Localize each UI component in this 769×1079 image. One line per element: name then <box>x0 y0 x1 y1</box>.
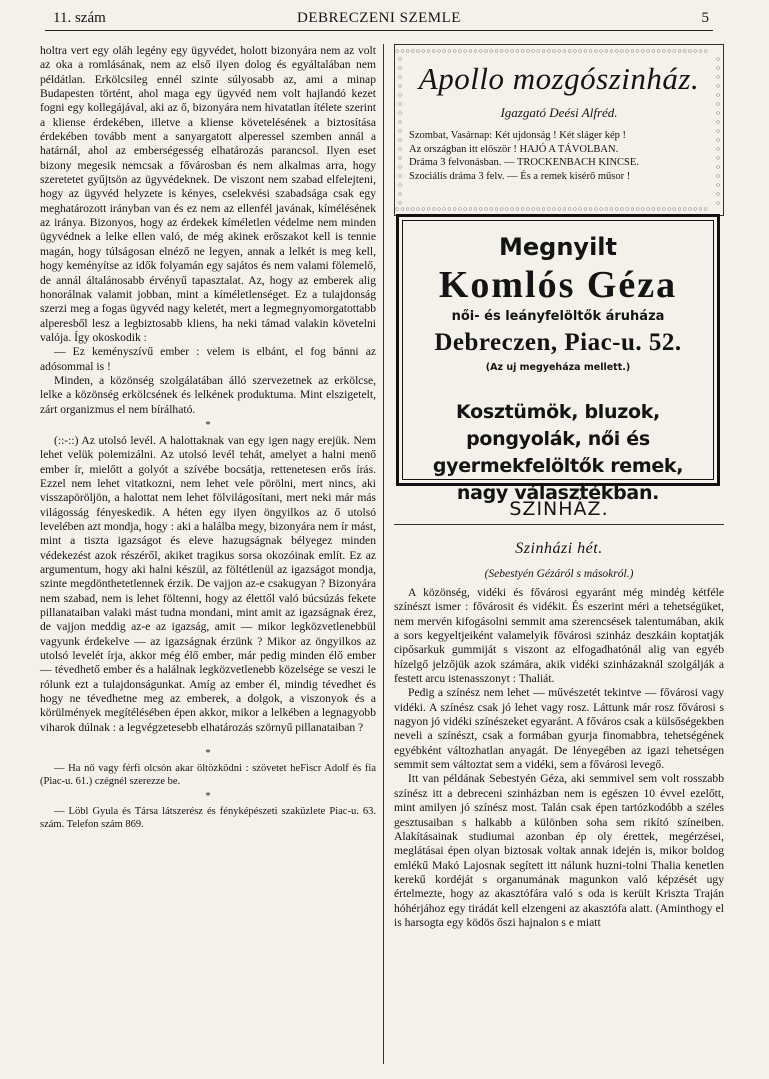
komlos-store-ad <box>396 214 720 504</box>
advert-notice-lobl: — Löbl Gyula és Társa látszerész és fényképészeti szaküzlete Piac-u. 63. szám. Telefon szám 869. <box>40 806 376 831</box>
decorative-border: ○ ○ ○ ○ ○ ○ ○ ○ ○ ○ ○ ○ ○ ○ ○ ○ ○ <box>397 55 403 205</box>
ad-product-list: Kosztümök, bluzok, pongyolák, női és gyermekfelöltők remek, nagy választékban. <box>432 401 684 504</box>
ad-store-owner: Komlós Géza <box>438 264 678 306</box>
article-paragraph: holtra vert egy oláh legény egy ügyvédet, holott bizonyára nem az volt az oka a romlásának, nem az első ilyen dolog és egyáltalában nem példátlan. Erkölcsileg ennél szinte súlyosabb az, ami a minap Budapesten történt, ahol maga egy ügyvéd nem volt hajlandó kezet fogni egy kollegájával, aki az ő, bizonyára nem hivatatlan ítélete szerint a kliense érdekében, illetve a kliense követelésének a biztosítása érdekében tovább ment a sanyargatott alperessel szemben annál a határnál, ahol az emberségesség elhatározás parancsol. Ilyen eset bizony megesik nemcsak a fővárosban és nem alkalmas arra, hogy szeretetet gyűjtsön az ügyvédeknek. De viszont nem szabad elfelejteni, hogy az ügyvéd helyzete is kényes, cselekvési szabadsága csak egy meghatározott irányban van és ez nem az ellenfél javának, kímélésének az iránya. Bizonyos, hogy az érdekek kíméletlen védelme nem minden ügyvédnek a lelke ellen való, de még akinek erőszakot kell is tennie magán, hogy túlságosan elnéző ne legyen, annak a lelkét is meg kell, hogy keményítse az idők folyamán egy sajátos és nem valami fölemelő, de annál általánosabb érvényű tapasztalat. Az, hogy az emberek alig honorálnak valamit jobban, mint a kíméletlenséget. Ez a tulajdonság szerzi meg a fogas ügyvéd nagy keletét, mert a legmegnyomorgatottabb alperesből lesz a legbiztosabb kliens, ha neki támad valakin követelni valója. Így okoskodik : <box>40 44 376 344</box>
article-quote: — Ez keményszívű ember : velem is elbánt, el fog bánni az adósommal is ! <box>40 345 376 373</box>
article-subtitle: (Sebestyén Gézáról s másokról.) <box>484 568 634 580</box>
ad-opened: Megnyilt <box>499 233 617 261</box>
decorative-border: ○○○○○○○○○○○○○○○○○○○○○○○○○○○○○○○○○○○○○○○○○○○○○○○○○○○○○○○○○○○○ <box>395 47 709 55</box>
article-utolso-level: (::-::) Az utolsó levél. A halottaknak van egy igen nagy erejük. Nem lehet velük polemizálni. Az utolsó levél tehát, amelyet a halni menő ember ír, mielőtt a golyót a szívébe bocsátja, rettenetesen erős írás. Ezzel nem lehet vitatkozni, nem lehet vele pörölni, mert nincs, aki visszapöröljön, a halottat nem lehet fölvilágosítani, mert neki már más világosság fényeskedik. A héten egy ilyen öngyilkos az ő utolsó levelében azt mondja, hogy : aki a halálba megy, bizonyára nem ír mást, mint a tiszta igazságot és eleve hazugságnak bélyegez minden védekezést azok részéről, akiket tragikus sorsa okozóinak említ. Ez az argumentum, hogy aki halni készül, az föltétlenül az igazságot mondja, szinte megdönthetetlennek érzik. De vajjon az-e csakugyan ? Bizonyára nem szabad, nem is lehet föltenni, hogy az élettől való búcsúzás fekete pillanataiban valaki mást tudna mondani, mint amit az igazságnak érez, de vajjon meddig az-e az igazság, amit — mikor legközvetlenebbül vagyunk érdekelve — az igazságnak érzünk ? Mikor az öngyilkos az utolsó levelét írja, akkor még élő ember, már pedig minden élő ember — tévedhető ember és a halálnak legközvetlenebb közelsége se veszi le rólunk ezt a tulajdonságunkat. Amíg az ember él, mindig tévedhet és hogy ne tévedhetne meg az emberek, a dolgok, a viszonyok és a körülmények megítélésében épen akkor, mikor a lelkében a legnagyobb viharok dúlnak : a legvégzetesebb elhatározás szörnyű pillanataiban ? <box>40 433 376 734</box>
apollo-director: Igazgató Deési Alfréd. <box>500 105 618 120</box>
right-column <box>394 586 724 930</box>
ad-inner-frame <box>402 220 714 504</box>
article-paragraph: A közönség, vidéki és fővárosi egyaránt még mindég kétféle színészt ismer : fővárosit és vidékit. És eszerint méri a tehetségüket, nem mervén kifogásolni semmit ama szerencsések talentumában, akik a sors kegyeltjeiként valamelyik fővárosi szinház deszkáin koptatják cipősarkuk gummiját s viszont az elfogadhatónál alig van egyéb hízelgő jelzőjük azok számára, akik vidéki szinházaknál szolgálják a festett arcu istenasszonyt : Thaliát. <box>394 586 724 686</box>
article-paragraph: Itt van példának Sebestyén Géza, aki semmivel sem volt rosszabb színész itt a debreceni szinházban nem is egészen 10 évvel ezelőtt, mint amilyen jó színész most. Talán csak épen tartózkodóbb a széles gesztusaiban s halkabb a különben soha sem rikító színeiben. Alakításainak studiumai azonban ép oly érettek, megérzései, meglátásai épen olyan biztosak voltak annak idején is, mikor boldog emlékű Makó Lajosnak segített itt nálunk huzni-tolni Thalia kenetlen kerekű kordéját s organumának magunkon való képzését ugy értelmezte, hogy az akasztófára való s oda is került Kriszta Traján hóhérjához egy tirádát kell elzengeni az akasztófa alatt. (Aminthogy el is harsogta egy ködös őszi hajnalon s e miatt <box>394 772 724 929</box>
apollo-cinema-ad <box>394 44 724 216</box>
column-divider <box>383 44 384 1064</box>
article-paragraph: Minden, a közönség szolgálatában álló szervezetnek az erkölcse, lelke a közönség erkölcsének és lelkének produktuma. Mint elszigetelt, zárt organizmus el nem bírálható. <box>40 373 376 416</box>
section-separator: * <box>205 791 211 803</box>
advert-notice-fischer: — Ha nő vagy férfi olcsón akar öltözködni : szövetet heFiscr Adolf és fia (Piac-u. 61.) czégnél szerezze be. <box>40 763 376 788</box>
issue-number: 11. szám <box>53 10 106 26</box>
apollo-title: Apollo mozgószinház. <box>418 61 700 96</box>
program-line: Az országban itt először ! HAJÓ A TÁVOLBAN. <box>409 143 619 155</box>
program-line: Szombat, Vasárnap: Két ujdonság ! Két sláger kép ! <box>409 130 627 141</box>
ad-address-note: (Az uj megyeháza mellett.) <box>485 362 631 373</box>
decorative-border: ○○○○○○○○○○○○○○○○○○○○○○○○○○○○○○○○○○○○○○○○○○○○○○○○○○○○○○○○○○○○ <box>395 205 709 213</box>
article-title: Szinházi hét. <box>515 540 603 557</box>
section-heading-szinhaz: SZINHÁZ. <box>509 498 609 520</box>
section-separator: * <box>205 419 211 431</box>
apollo-program <box>409 129 711 183</box>
program-line: Dráma 3 felvonásban. — TROCKENBACH KINCSE. <box>409 157 639 168</box>
ad-address: Debreczen, Piac-u. 52. <box>434 329 682 356</box>
program-line: Szociális dráma 3 felv. — És a remek kisérő műsor ! <box>409 170 631 182</box>
page-number: 5 <box>701 10 709 26</box>
left-column <box>40 44 376 831</box>
heading-rule <box>394 524 724 525</box>
decorative-border: ○ ○ ○ ○ ○ ○ ○ ○ ○ ○ ○ ○ ○ ○ ○ ○ ○ <box>715 55 721 205</box>
section-separator: * <box>205 748 211 760</box>
ad-store-type: női- és leányfelöltők áruháza <box>451 309 665 324</box>
page-header <box>45 8 713 31</box>
article-paragraph: Pedig a színész nem lehet — művészetét tekintve — fővárosi vagy vidéki. A színész csak jó lehet vagy rosz. Láttunk már rosz fővárosi s nagyon jó vidéki színészeket egyaránt. A főváros csak a külsőségekben neveli a színészt, csak a formában gyurja finomabbra, tehetségének egyébként változhatlan anyagát. De lényegében az igazi tehetségen semmit sem változtat sem a vidéki, sem a fővárosi levegő. <box>394 686 724 772</box>
journal-title: DEBRECZENI SZEMLE <box>297 10 461 26</box>
